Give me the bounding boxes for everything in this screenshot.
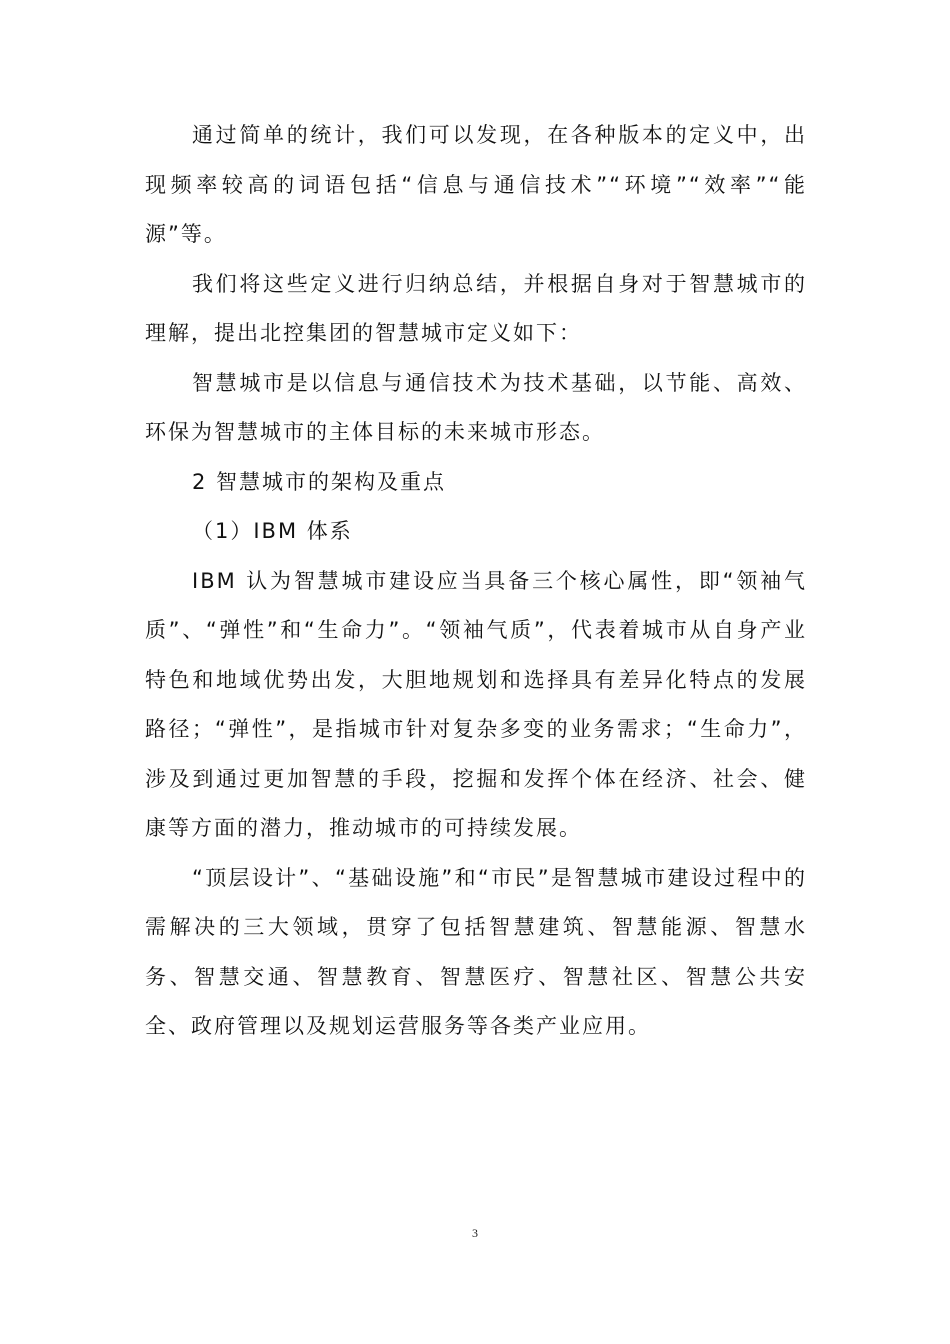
paragraph-ibm-domains: “顶层设计”、“基础设施”和“市民”是智慧城市建设过程中的需解决的三大领域，贯穿了包括智慧建筑、智慧能源、智慧水务、智慧交通、智慧教育、智慧医疗、智慧社区、智慧公共安全、政府管理以及规划运营服务等各类产业应用。 — [145, 865, 807, 1038]
paragraph-statistics: 通过简单的统计，我们可以发现，在各种版本的定义中，出现频率较高的词语包括“信息与通信技术”“环境”“效率”“能源”等。 — [145, 123, 807, 246]
page-number: 3 — [472, 1226, 478, 1240]
paragraph-summary: 我们将这些定义进行归纳总结，并根据自身对于智慧城市的理解，提出北控集团的智慧城市定义如下： — [145, 271, 807, 345]
subsection-heading: （1）IBM 体系 — [192, 519, 353, 543]
paragraph-definition: 智慧城市是以信息与通信技术为技术基础，以节能、高效、环保为智慧城市的主体目标的未来城市形态。 — [145, 370, 807, 444]
document-body — [145, 111, 807, 1052]
paragraph-ibm-attributes: IBM 认为智慧城市建设应当具备三个核心属性，即“领袖气质”、“弹性”和“生命力”。“领袖气质”，代表着城市从自身产业特色和地域优势出发，大胆地规划和选择具有差异化特点的发展路径；“弹性”，是指城市针对复杂多变的业务需求；“生命力”，涉及到通过更加智慧的手段，挖掘和发挥个体在经济、社会、健康等方面的潜力，推动城市的可持续发展。 — [145, 568, 807, 840]
section-heading: 2 智慧城市的架构及重点 — [192, 469, 447, 494]
